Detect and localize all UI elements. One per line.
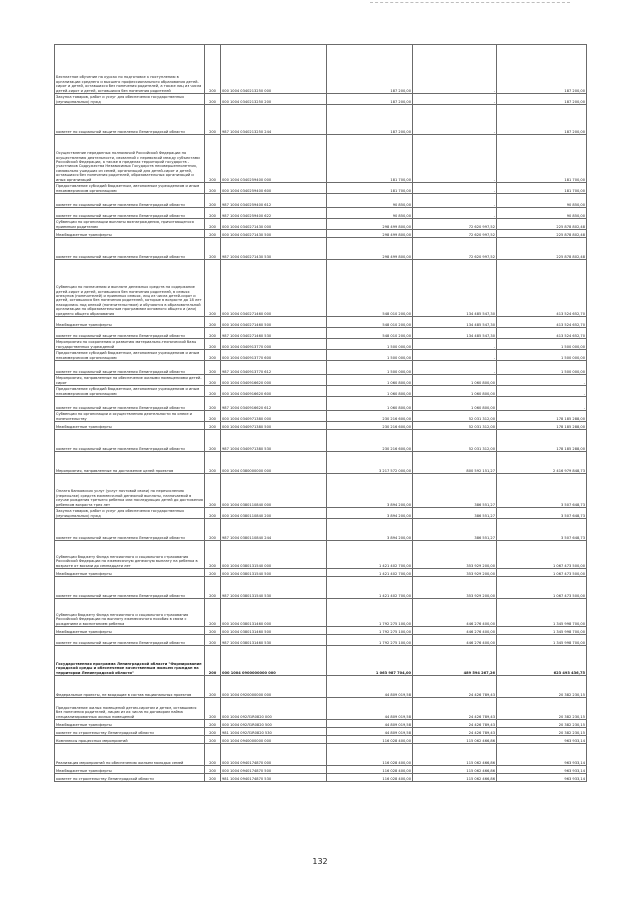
row-name: Мероприятия по сохранению и развитию материально-технической базы государственных учреждений: [55, 339, 205, 350]
row-classification-code: 981 1004 0940174870 530: [221, 774, 327, 782]
row-org-code: 200: [205, 375, 221, 386]
row-classification-code: 987 1004 0340971380 530: [221, 430, 327, 452]
table-row: [55, 508, 587, 519]
row-org-code: 200: [205, 577, 221, 599]
row-org-code: 200: [205, 599, 221, 627]
row-name: комитет по социальной защите населения Ленинградской области: [55, 577, 205, 599]
row-classification-code: 987 1004 0340213250 244: [221, 105, 327, 135]
row-approved-amount: 116 028 400,00: [327, 736, 413, 744]
row-approved-amount: 3 894 200,00: [327, 519, 413, 541]
row-remaining-amount: 20 382 230,15: [497, 676, 587, 698]
row-executed-amount: 115 062 466,86: [413, 736, 497, 744]
row-org-code: 200: [205, 397, 221, 411]
table-row: [55, 183, 587, 194]
row-classification-code: 000 1004 092Л1R0820 500: [221, 720, 327, 728]
row-classification-code: 000 1004 0340259400 600: [221, 183, 327, 194]
row-classification-code: 000 1004 0920000000 000: [221, 676, 327, 698]
row-approved-amount: 1 500 000,00: [327, 350, 413, 361]
row-org-code: 200: [205, 361, 221, 375]
row-executed-amount: -: [413, 361, 497, 375]
row-approved-amount: 90 850,00: [327, 208, 413, 219]
table-row: [55, 386, 587, 397]
table-row: [55, 430, 587, 452]
row-remaining-amount: 1 067 473 500,00: [497, 569, 587, 577]
table-row: [55, 766, 587, 774]
row-name: комитет по строительству Ленинградской области: [55, 728, 205, 736]
row-approved-amount: 116 028 400,00: [327, 774, 413, 782]
row-name: Субвенции бюджету Фонда пенсионного и социального страхования Российской Федерации на выплату ежемесячного пособия в связи с рождением и воспитанием ребенка: [55, 599, 205, 627]
row-name: Предоставление субсидий бюджетным, автономным учреждениям и иным некоммерческим организациям: [55, 350, 205, 361]
row-classification-code: 000 1004 0340271460 500: [221, 317, 327, 328]
row-remaining-amount: 20 382 230,15: [497, 698, 587, 720]
row-classification-code: 000 1004 0340916620 000: [221, 375, 327, 386]
row-remaining-amount: 413 524 652,70: [497, 317, 587, 328]
table-row: [55, 569, 587, 577]
row-classification-code: 981 1004 092Л1R0820 530: [221, 728, 327, 736]
row-approved-amount: 1 421 402 700,00: [327, 577, 413, 599]
row-approved-amount: 548 010 200,00: [327, 260, 413, 317]
row-executed-amount: 386 551,27: [413, 508, 497, 519]
row-classification-code: 000 1004 0340271430 500: [221, 230, 327, 238]
table-row: [55, 422, 587, 430]
table-row: [55, 698, 587, 720]
row-remaining-amount: 225 878 802,48: [497, 219, 587, 230]
row-classification-code: 000 1004 0380000000 000: [221, 452, 327, 474]
row-name: Межбюджетные трансферты: [55, 422, 205, 430]
row-executed-amount: -: [413, 45, 497, 94]
row-executed-amount: 446 276 400,00: [413, 599, 497, 627]
row-classification-code: 000 1004 092Л1R0820 000: [221, 698, 327, 720]
row-executed-amount: -: [413, 105, 497, 135]
row-remaining-amount: 3 507 648,73: [497, 508, 587, 519]
row-remaining-amount: 225 878 802,48: [497, 230, 587, 238]
row-remaining-amount: 963 933,14: [497, 744, 587, 766]
row-executed-amount: 800 592 151,27: [413, 452, 497, 474]
row-executed-amount: 134 485 547,30: [413, 317, 497, 328]
table-row: [55, 328, 587, 339]
row-approved-amount: 187 200,00: [327, 94, 413, 105]
row-org-code: 200: [205, 627, 221, 635]
table-row: [55, 94, 587, 105]
row-org-code: 200: [205, 635, 221, 646]
row-name: Предоставление субсидий бюджетным, автономным учреждениям и иным некоммерческим организациям: [55, 386, 205, 397]
row-remaining-amount: 1 500 000,00: [497, 350, 587, 361]
row-name: комитет по строительству Ленинградской области: [55, 774, 205, 782]
row-executed-amount: 72 620 997,52: [413, 219, 497, 230]
row-remaining-amount: 1 345 998 700,00: [497, 599, 587, 627]
row-org-code: 200: [205, 183, 221, 194]
row-executed-amount: 1 060 800,00: [413, 375, 497, 386]
row-org-code: 200: [205, 194, 221, 208]
row-name: комитет по социальной защите населения Ленинградской области: [55, 238, 205, 260]
row-classification-code: 000 1004 0940000000 000: [221, 736, 327, 744]
row-org-code: 200: [205, 541, 221, 569]
row-remaining-amount: -: [497, 375, 587, 386]
row-org-code: 200: [205, 230, 221, 238]
row-executed-amount: -: [413, 183, 497, 194]
row-org-code: 200: [205, 208, 221, 219]
row-classification-code: 000 1004 0340971380 000: [221, 411, 327, 422]
row-approved-amount: 1 060 800,00: [327, 386, 413, 397]
row-name: Государственная программа Ленинградской области "Формирование городской среды и обеспечение качественным жильем граждан на территории Ленинградской области": [55, 646, 205, 676]
row-approved-amount: 116 028 400,00: [327, 744, 413, 766]
row-name: Субвенции по организации выплаты вознаграждения, причитающегося приемным родителям: [55, 219, 205, 230]
row-executed-amount: 353 929 200,00: [413, 541, 497, 569]
table-row: [55, 397, 587, 411]
row-classification-code: 000 1004 0340913770 000: [221, 339, 327, 350]
row-remaining-amount: 1 067 473 500,00: [497, 541, 587, 569]
table-row: [55, 744, 587, 766]
row-classification-code: 987 1004 0380131540 530: [221, 577, 327, 599]
row-remaining-amount: 178 185 288,00: [497, 422, 587, 430]
row-executed-amount: 1 060 800,00: [413, 386, 497, 397]
row-name: Субвенции по организации и осуществлению деятельности по опеке и попечительству: [55, 411, 205, 422]
row-name: Осуществление переданных полномочий Российской Федерации по осуществлению деятельности, связанной с перевозкой между субъектами Российской Федерации, а также в пределах территорий государств - участников Содружества Независимых Государств несовершеннолетних, самовольно ушедших из семей, организаций для детей-сирот и детей, оставшихся без попечения родителей, образовательных организаций и иных организаций: [55, 135, 205, 183]
row-remaining-amount: 1 500 000,00: [497, 361, 587, 375]
row-remaining-amount: 1 345 998 700,00: [497, 627, 587, 635]
row-executed-amount: 115 062 466,86: [413, 774, 497, 782]
table-row: [55, 720, 587, 728]
row-classification-code: 987 1004 0340271430 530: [221, 238, 327, 260]
row-classification-code: 000 1004 0380110840 000: [221, 474, 327, 508]
row-classification-code: 000 1004 0340259400 000: [221, 135, 327, 183]
row-org-code: 200: [205, 474, 221, 508]
row-remaining-amount: 187 200,00: [497, 45, 587, 94]
row-org-code: 200: [205, 260, 221, 317]
row-org-code: 200: [205, 519, 221, 541]
row-name: Межбюджетные трансферты: [55, 569, 205, 577]
row-org-code: 200: [205, 422, 221, 430]
row-org-code: 200: [205, 744, 221, 766]
row-name: Предоставление жилых помещений детям-сиротам и детям, оставшимся без попечения родителей, лицам из их числа по договорам найма специализированных жилых помещений: [55, 698, 205, 720]
row-name: Бесплатное обучение на курсах по подготовке к поступлению в организации среднего и высшего профессионального образования детей-сирот и детей, оставшихся без попечения родителей, а также лиц из числа детей-сирот и детей, оставшихся без попечения родителей: [55, 45, 205, 94]
row-approved-amount: 3 217 572 000,00: [327, 452, 413, 474]
row-name: Межбюджетные трансферты: [55, 230, 205, 238]
row-approved-amount: 44 809 019,58: [327, 676, 413, 698]
row-org-code: 200: [205, 646, 221, 676]
row-remaining-amount: 413 524 652,70: [497, 260, 587, 317]
table-row: [55, 577, 587, 599]
row-name: Предоставление субсидий бюджетным, автономным учреждениям и иным некоммерческим организациям: [55, 183, 205, 194]
row-name: Реализация мероприятий по обеспечению жильем молодых семей: [55, 744, 205, 766]
row-approved-amount: 3 894 200,00: [327, 508, 413, 519]
row-approved-amount: 181 700,00: [327, 135, 413, 183]
row-executed-amount: 489 594 267,26: [413, 646, 497, 676]
row-name: Межбюджетные трансферты: [55, 766, 205, 774]
table-row: [55, 350, 587, 361]
table-row: [55, 375, 587, 386]
row-approved-amount: 1 421 402 700,00: [327, 569, 413, 577]
row-approved-amount: 230 216 600,00: [327, 422, 413, 430]
row-approved-amount: 298 499 800,00: [327, 238, 413, 260]
row-approved-amount: 298 499 800,00: [327, 230, 413, 238]
table-row: [55, 45, 587, 94]
row-name: комитет по социальной защите населения Ленинградской области: [55, 397, 205, 411]
row-executed-amount: 353 929 200,00: [413, 569, 497, 577]
row-approved-amount: 44 809 019,58: [327, 698, 413, 720]
row-name: комитет по социальной защите населения Ленинградской области: [55, 519, 205, 541]
row-name: Оплата банковских услуг (услуг почтовой связи) по перечислению (пересылке) средств ежемесячной денежной выплаты, назначаемой в случае рождения третьего ребенка или последующих детей до достижения ребенком возраста трех лет: [55, 474, 205, 508]
row-approved-amount: 1 792 275 100,00: [327, 635, 413, 646]
row-org-code: 200: [205, 317, 221, 328]
row-remaining-amount: -: [497, 397, 587, 411]
row-classification-code: 000 1004 0380131540 000: [221, 541, 327, 569]
row-approved-amount: 181 700,00: [327, 183, 413, 194]
row-executed-amount: 386 551,27: [413, 519, 497, 541]
row-classification-code: 000 1004 0340271430 000: [221, 219, 327, 230]
row-name: Субвенции по назначению и выплате денежных средств на содержание детей-сирот и детей, оставшихся без попечения родителей, в семьях опекунов (попечителей) и приемных семьях, лиц из числа детей-сирот и детей, оставшихся без попечения родителей, которые в возрасте до 18 лет находились под опекой (попечительством) и обучаются в образовательной организации по образовательным программам основного общего и (или) среднего общего образования: [55, 260, 205, 317]
row-classification-code: 000 1004 0380131460 000: [221, 599, 327, 627]
row-name: комитет по социальной защите населения Ленинградской области: [55, 430, 205, 452]
table-row: [55, 361, 587, 375]
table-row: [55, 230, 587, 238]
row-executed-amount: 24 426 789,43: [413, 720, 497, 728]
row-classification-code: 987 1004 0340271460 530: [221, 328, 327, 339]
row-executed-amount: 134 485 547,30: [413, 328, 497, 339]
row-classification-code: 000 1004 0340213250 000: [221, 45, 327, 94]
row-name: Мероприятия, направленные на обеспечение жилыми помещениями детей-сирот: [55, 375, 205, 386]
row-org-code: 200: [205, 430, 221, 452]
row-approved-amount: 187 200,00: [327, 105, 413, 135]
budget-execution-table: [54, 44, 587, 782]
row-executed-amount: 115 062 466,86: [413, 766, 497, 774]
row-executed-amount: -: [413, 194, 497, 208]
row-classification-code: 000 1004 0380131460 500: [221, 627, 327, 635]
row-org-code: 200: [205, 728, 221, 736]
row-executed-amount: 353 929 200,00: [413, 577, 497, 599]
row-executed-amount: 52 031 312,00: [413, 430, 497, 452]
row-classification-code: 987 1004 0340913770 612: [221, 361, 327, 375]
row-org-code: 200: [205, 45, 221, 94]
row-approved-amount: 548 010 200,00: [327, 317, 413, 328]
row-classification-code: 000 1004 0940174870 500: [221, 766, 327, 774]
row-name: Закупка товаров, работ и услуг для обеспечения государственных (муниципальных) нужд: [55, 94, 205, 105]
row-name: комитет по социальной защите населения Ленинградской области: [55, 635, 205, 646]
row-org-code: 200: [205, 720, 221, 728]
row-name: комитет по социальной защите населения Ленинградской области: [55, 194, 205, 208]
row-remaining-amount: 963 933,14: [497, 774, 587, 782]
row-org-code: 200: [205, 766, 221, 774]
row-name: комитет по социальной защите населения Ленинградской области: [55, 208, 205, 219]
row-name: Федеральные проекты, не входящие в состав национальных проектов: [55, 676, 205, 698]
table-row: [55, 238, 587, 260]
row-classification-code: 987 1004 0340916620 612: [221, 397, 327, 411]
row-name: Межбюджетные трансферты: [55, 317, 205, 328]
row-org-code: 200: [205, 569, 221, 577]
row-name: Закупка товаров, работ и услуг для обеспечения государственных (муниципальных) нужд: [55, 508, 205, 519]
row-classification-code: 000 1004 0340213250 200: [221, 94, 327, 105]
row-remaining-amount: 90 850,00: [497, 194, 587, 208]
table-row: [55, 339, 587, 350]
table-row: [55, 474, 587, 508]
row-executed-amount: -: [413, 135, 497, 183]
row-executed-amount: -: [413, 208, 497, 219]
top-header-line: [370, 2, 570, 4]
row-remaining-amount: 181 700,00: [497, 183, 587, 194]
table-row: [55, 105, 587, 135]
row-executed-amount: 386 551,27: [413, 474, 497, 508]
row-org-code: 200: [205, 736, 221, 744]
table-row: [55, 194, 587, 208]
table-row: [55, 599, 587, 627]
row-name: комитет по социальной защите населения Ленинградской области: [55, 328, 205, 339]
row-remaining-amount: 3 507 648,73: [497, 519, 587, 541]
row-classification-code: 987 1004 0340259400 622: [221, 208, 327, 219]
row-remaining-amount: 20 382 230,15: [497, 720, 587, 728]
row-classification-code: 000 1004 0380131540 500: [221, 569, 327, 577]
row-executed-amount: 134 485 547,30: [413, 260, 497, 317]
table-row: [55, 452, 587, 474]
row-approved-amount: 1 500 000,00: [327, 339, 413, 350]
row-remaining-amount: 181 700,00: [497, 135, 587, 183]
row-name: Мероприятия, направленные на достижение целей проектов: [55, 452, 205, 474]
row-remaining-amount: 963 933,14: [497, 766, 587, 774]
row-approved-amount: 230 216 600,00: [327, 411, 413, 422]
row-org-code: 200: [205, 508, 221, 519]
row-classification-code: 000 1004 0940174870 000: [221, 744, 327, 766]
row-executed-amount: 1 060 800,00: [413, 397, 497, 411]
table-row: [55, 135, 587, 183]
row-org-code: 200: [205, 135, 221, 183]
table-body: [55, 45, 587, 782]
row-classification-code: 000 1004 0340971380 500: [221, 422, 327, 430]
row-approved-amount: 1 063 987 704,00: [327, 646, 413, 676]
table-row: [55, 541, 587, 569]
row-name: комитет по социальной защите населения Ленинградской области: [55, 361, 205, 375]
row-org-code: 200: [205, 698, 221, 720]
row-remaining-amount: 20 382 230,15: [497, 728, 587, 736]
row-name: Межбюджетные трансферты: [55, 627, 205, 635]
row-org-code: 200: [205, 238, 221, 260]
row-name: Комплексы процессных мероприятий: [55, 736, 205, 744]
row-executed-amount: -: [413, 94, 497, 105]
row-remaining-amount: 178 185 288,00: [497, 430, 587, 452]
row-approved-amount: 187 200,00: [327, 45, 413, 94]
table-row: [55, 736, 587, 744]
row-executed-amount: 24 426 789,43: [413, 698, 497, 720]
row-executed-amount: 24 426 789,43: [413, 728, 497, 736]
table-row: [55, 219, 587, 230]
row-name: комитет по социальной защите населения Ленинградской области: [55, 105, 205, 135]
row-remaining-amount: 623 493 436,75: [497, 646, 587, 676]
row-classification-code: 987 1004 0380110840 244: [221, 519, 327, 541]
row-approved-amount: 116 028 400,00: [327, 766, 413, 774]
row-executed-amount: 72 620 997,52: [413, 230, 497, 238]
row-approved-amount: 44 809 019,58: [327, 728, 413, 736]
table-row: [55, 260, 587, 317]
row-approved-amount: 1 421 402 700,00: [327, 541, 413, 569]
table-row: [55, 317, 587, 328]
row-approved-amount: 1 060 800,00: [327, 397, 413, 411]
row-name: Межбюджетные трансферты: [55, 720, 205, 728]
table-row: [55, 627, 587, 635]
row-executed-amount: 446 276 400,00: [413, 635, 497, 646]
row-org-code: 200: [205, 676, 221, 698]
row-org-code: 200: [205, 411, 221, 422]
row-remaining-amount: 1 500 000,00: [497, 339, 587, 350]
row-remaining-amount: -: [497, 386, 587, 397]
table-row: [55, 728, 587, 736]
row-remaining-amount: 187 200,00: [497, 94, 587, 105]
row-executed-amount: -: [413, 339, 497, 350]
row-executed-amount: 446 276 400,00: [413, 627, 497, 635]
row-remaining-amount: 1 067 473 500,00: [497, 577, 587, 599]
row-classification-code: 000 1004 0380110840 200: [221, 508, 327, 519]
row-executed-amount: -: [413, 350, 497, 361]
page-number: 132: [312, 857, 328, 866]
table-row: [55, 208, 587, 219]
row-classification-code: 987 1004 0340259400 612: [221, 194, 327, 208]
row-org-code: 200: [205, 219, 221, 230]
row-remaining-amount: 90 850,00: [497, 208, 587, 219]
row-remaining-amount: 413 524 652,70: [497, 328, 587, 339]
table-row: [55, 646, 587, 676]
row-org-code: 200: [205, 105, 221, 135]
row-approved-amount: 1 060 800,00: [327, 375, 413, 386]
row-remaining-amount: 2 416 979 848,73: [497, 452, 587, 474]
row-approved-amount: 1 500 000,00: [327, 361, 413, 375]
row-executed-amount: 52 031 312,00: [413, 411, 497, 422]
row-org-code: 200: [205, 774, 221, 782]
row-remaining-amount: 187 200,00: [497, 105, 587, 135]
row-name: Субвенции бюджету Фонда пенсионного и социального страхования Российской Федерации на ежемесячную денежную выплату на ребенка в возрасте от восьми до семнадцати лет: [55, 541, 205, 569]
row-classification-code: 000 1004 0340271460 000: [221, 260, 327, 317]
row-approved-amount: 230 216 600,00: [327, 430, 413, 452]
row-executed-amount: 72 620 997,52: [413, 238, 497, 260]
row-org-code: 200: [205, 452, 221, 474]
row-remaining-amount: 963 933,14: [497, 736, 587, 744]
table-row: [55, 676, 587, 698]
row-org-code: 200: [205, 328, 221, 339]
row-approved-amount: 298 499 800,00: [327, 219, 413, 230]
row-approved-amount: 3 894 200,00: [327, 474, 413, 508]
row-executed-amount: 24 426 789,43: [413, 676, 497, 698]
row-approved-amount: 90 850,00: [327, 194, 413, 208]
table-row: [55, 519, 587, 541]
row-remaining-amount: 225 878 802,48: [497, 238, 587, 260]
row-approved-amount: 1 792 275 100,00: [327, 627, 413, 635]
table-row: [55, 774, 587, 782]
table-row: [55, 635, 587, 646]
row-remaining-amount: 178 185 288,00: [497, 411, 587, 422]
table-row: [55, 411, 587, 422]
row-approved-amount: 548 010 200,00: [327, 328, 413, 339]
row-executed-amount: 115 062 466,86: [413, 744, 497, 766]
row-org-code: 200: [205, 386, 221, 397]
row-classification-code: 987 1004 0380131460 530: [221, 635, 327, 646]
row-classification-code: 000 1004 0900000000 000: [221, 646, 327, 676]
row-executed-amount: 52 031 312,00: [413, 422, 497, 430]
row-approved-amount: 1 792 275 100,00: [327, 599, 413, 627]
row-classification-code: 000 1004 0340916620 600: [221, 386, 327, 397]
row-org-code: 200: [205, 339, 221, 350]
row-remaining-amount: 3 507 648,73: [497, 474, 587, 508]
row-org-code: 200: [205, 94, 221, 105]
row-classification-code: 000 1004 0340913770 600: [221, 350, 327, 361]
row-approved-amount: 44 809 019,58: [327, 720, 413, 728]
row-org-code: 200: [205, 350, 221, 361]
row-remaining-amount: 1 345 998 700,00: [497, 635, 587, 646]
